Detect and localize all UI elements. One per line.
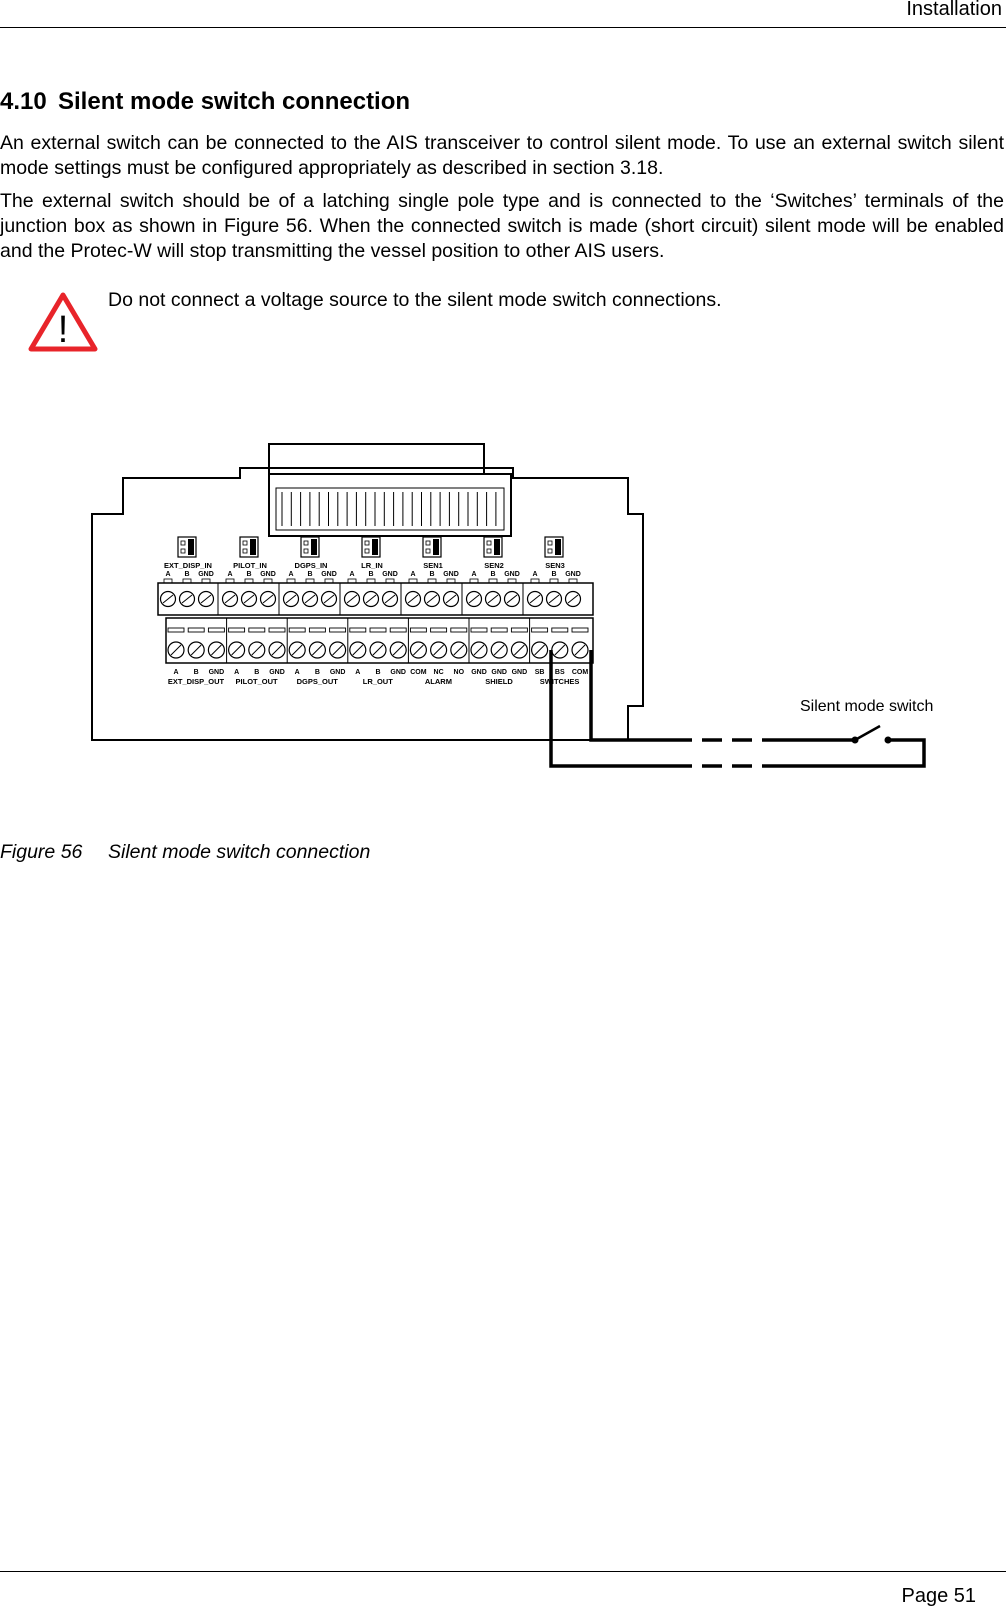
- paragraph-1: An external switch can be connected to the AIS transceiver to control silent mode. To use an external switch silent mode settings must be configured appropriately as described in section 3.18.: [0, 132, 1004, 179]
- terminal-slot: [188, 628, 204, 632]
- top-pin-label: GND: [321, 571, 337, 578]
- bottom-pin-label: B: [254, 669, 260, 676]
- bottom-pin-label: GND: [471, 669, 487, 676]
- footer-rule: [0, 1571, 1006, 1572]
- switch-label: Silent mode switch: [800, 698, 934, 715]
- bottom-pin-label: A: [234, 669, 240, 676]
- top-pin-label: GND: [443, 571, 459, 578]
- terminal-slot: [431, 628, 447, 632]
- bottom-group-label: EXT_DISP_OUT: [167, 677, 225, 686]
- warning-text: Do not connect a voltage source to the silent mode switch connections.: [108, 289, 722, 311]
- top-pin-label: B: [551, 571, 557, 578]
- header-title: Installation: [906, 0, 1002, 20]
- bottom-pin-label: GND: [269, 669, 285, 676]
- bottom-group-label: SWITCHES: [539, 677, 580, 686]
- top-group-label: DGPS_IN: [294, 561, 328, 570]
- wire-com-return: [770, 740, 924, 766]
- bottom-pin-label: GND: [390, 669, 406, 676]
- terminal-slot: [309, 628, 325, 632]
- terminal-slot: [289, 628, 305, 632]
- wire-sb: [591, 650, 672, 740]
- terminal-slot: [390, 628, 406, 632]
- top-pin-label: GND: [260, 571, 276, 578]
- terminal-slot: [229, 628, 245, 632]
- section-heading: [0, 88, 410, 116]
- top-pin-label: A: [227, 571, 233, 578]
- terminal-slot: [330, 628, 346, 632]
- bottom-group-label: DGPS_OUT: [296, 677, 338, 686]
- junction-box-diagram: [0, 440, 1006, 810]
- page-number: Page 51: [901, 1585, 976, 1607]
- top-pin-label: GND: [504, 571, 520, 578]
- jumper-header: [240, 537, 258, 557]
- jumper-header: [178, 537, 196, 557]
- top-pin-label: B: [307, 571, 313, 578]
- bottom-pin-label: A: [294, 669, 300, 676]
- figure-caption-label: Figure 56: [0, 841, 83, 863]
- top-group-label: EXT_DISP_IN: [164, 561, 212, 570]
- top-pin-label: B: [246, 571, 252, 578]
- top-group-label: LR_IN: [361, 561, 383, 570]
- bottom-group-label: ALARM: [424, 677, 452, 686]
- bottom-pin-label: SB: [534, 669, 545, 676]
- top-pin-label: A: [288, 571, 294, 578]
- bottom-pin-label: B: [314, 669, 320, 676]
- terminal-slot: [168, 628, 184, 632]
- top-pin-label: A: [349, 571, 355, 578]
- terminal-slot: [511, 628, 527, 632]
- top-pin-label: B: [184, 571, 190, 578]
- bottom-pin-label: GND: [208, 669, 225, 676]
- wire-com: [551, 650, 672, 766]
- terminal-slot: [552, 628, 568, 632]
- top-pin-label: B: [429, 571, 435, 578]
- top-pin-label: A: [532, 571, 538, 578]
- terminal-slot: [451, 628, 467, 632]
- top-pin-label: A: [165, 571, 171, 578]
- page-header: [0, 0, 1006, 28]
- paragraph-2: The external switch should be of a latching single pole type and is connected to the ‘Switches’ terminals of the junction box as shown in Figure 56. When the connected switch is made (short circuit) silent mode will be enabled and the Protec-W will stop transmitting the vessel position to other AIS users.: [0, 190, 1004, 262]
- top-group-label: SEN2: [484, 561, 504, 570]
- terminal-slot: [410, 628, 426, 632]
- section-number: 4.10: [0, 88, 47, 115]
- bottom-group-label: LR_OUT: [362, 677, 393, 686]
- terminal-slot: [471, 628, 487, 632]
- bottom-pin-label: GND: [491, 669, 507, 676]
- bottom-pin-label: GND: [511, 669, 528, 676]
- bottom-pin-label: NC: [433, 669, 444, 676]
- jumper-header: [362, 537, 380, 557]
- bottom-pin-label: A: [355, 669, 361, 676]
- terminal-slot: [572, 628, 588, 632]
- terminal-slot: [208, 628, 224, 632]
- top-pin-label: A: [471, 571, 477, 578]
- top-pin-label: GND: [198, 571, 214, 578]
- jumper-header: [484, 537, 502, 557]
- top-pin-label: B: [368, 571, 374, 578]
- terminal-slot: [491, 628, 507, 632]
- top-pin-label: B: [490, 571, 496, 578]
- jumper-header: [545, 537, 563, 557]
- terminal-slot: [370, 628, 386, 632]
- bottom-pin-label: B: [375, 669, 381, 676]
- section-title: Silent mode switch connection: [58, 88, 411, 115]
- jumper-header: [423, 537, 441, 557]
- bottom-pin-label: NO: [453, 669, 465, 676]
- top-pin-label: GND: [382, 571, 398, 578]
- terminal-slot: [249, 628, 265, 632]
- header-rule: [0, 27, 1006, 28]
- jumper-header: [301, 537, 319, 557]
- connector-cap: [269, 444, 484, 474]
- top-group-label: SEN3: [545, 561, 565, 570]
- top-group-label: SEN1: [423, 561, 443, 570]
- bottom-pin-label: B: [193, 669, 199, 676]
- terminal-slot: [269, 628, 285, 632]
- switch-contact-right: [885, 737, 892, 744]
- warning-symbol: !: [57, 309, 69, 351]
- bottom-pin-label: COM: [571, 669, 589, 676]
- figure-caption: [0, 841, 370, 864]
- switch-lever: [855, 726, 880, 740]
- top-group-label: PILOT_IN: [233, 561, 267, 570]
- terminal-slot: [350, 628, 366, 632]
- bottom-pin-label: A: [173, 669, 179, 676]
- top-pin-label: GND: [565, 571, 581, 578]
- terminal-slot: [532, 628, 548, 632]
- bottom-group-label: SHIELD: [485, 677, 513, 686]
- connector-body: [269, 474, 511, 536]
- bottom-pin-label: BS: [554, 669, 565, 676]
- figure-caption-text: Silent mode switch connection: [108, 841, 371, 863]
- warning-triangle-icon: [28, 292, 98, 352]
- bottom-group-label: PILOT_OUT: [235, 677, 278, 686]
- bottom-pin-label: GND: [329, 669, 346, 676]
- bottom-pin-label: COM: [410, 669, 427, 676]
- top-pin-label: A: [410, 571, 416, 578]
